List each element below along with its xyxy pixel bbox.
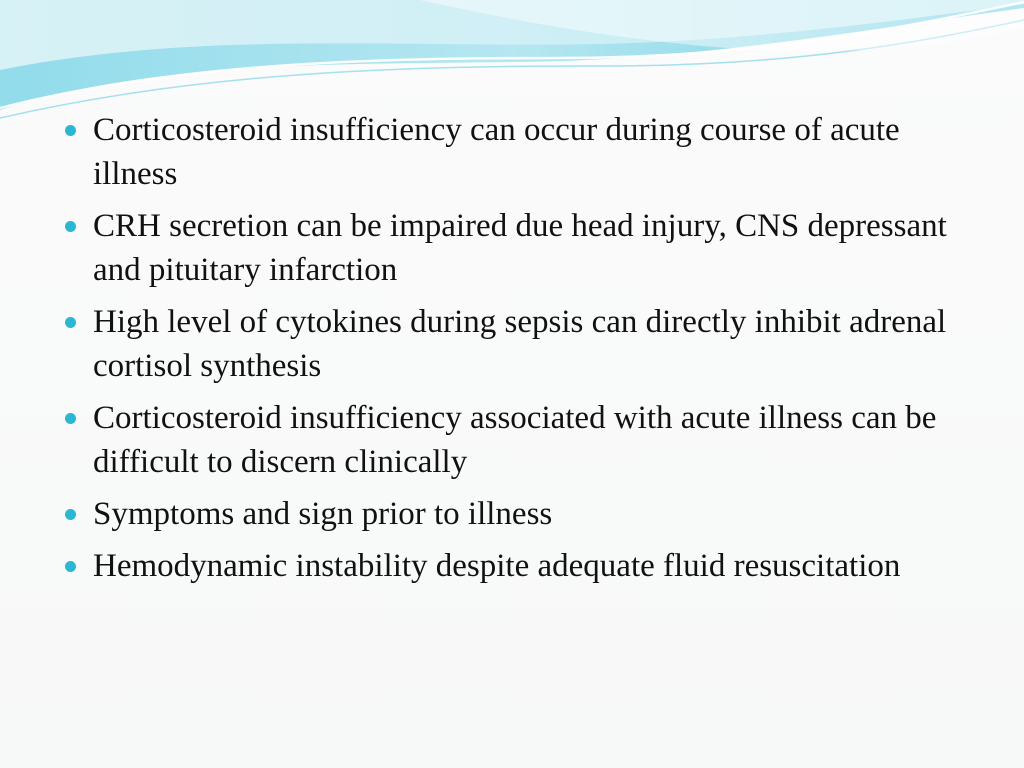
bullet-text: High level of cytokines during sepsis can directly inhibit adrenal cortisol synthesis <box>93 304 947 384</box>
bullet-item <box>62 396 992 484</box>
bullet-text: Hemodynamic instability despite adequate fluid resuscitation <box>93 548 901 584</box>
bullet-item <box>62 204 992 292</box>
bullet-text: CRH secretion can be impaired due head injury, CNS depressant and pituitary infarction <box>93 208 947 288</box>
bullet-item <box>62 492 992 536</box>
bullet-item <box>62 108 992 196</box>
bullet-list <box>62 108 992 588</box>
bullet-dot-icon <box>65 221 76 232</box>
slide-content <box>62 108 992 596</box>
bullet-item <box>62 300 992 388</box>
bullet-item <box>62 544 992 588</box>
bullet-dot-icon <box>65 509 76 520</box>
bullet-text: Corticosteroid insufficiency can occur during course of acute illness <box>93 112 900 192</box>
bullet-dot-icon <box>65 125 76 136</box>
bullet-text: Corticosteroid insufficiency associated with acute illness can be difficult to discern clinically <box>93 400 937 480</box>
bullet-dot-icon <box>65 317 76 328</box>
bullet-text: Symptoms and sign prior to illness <box>93 496 553 532</box>
bullet-dot-icon <box>65 413 76 424</box>
bullet-dot-icon <box>65 561 76 572</box>
